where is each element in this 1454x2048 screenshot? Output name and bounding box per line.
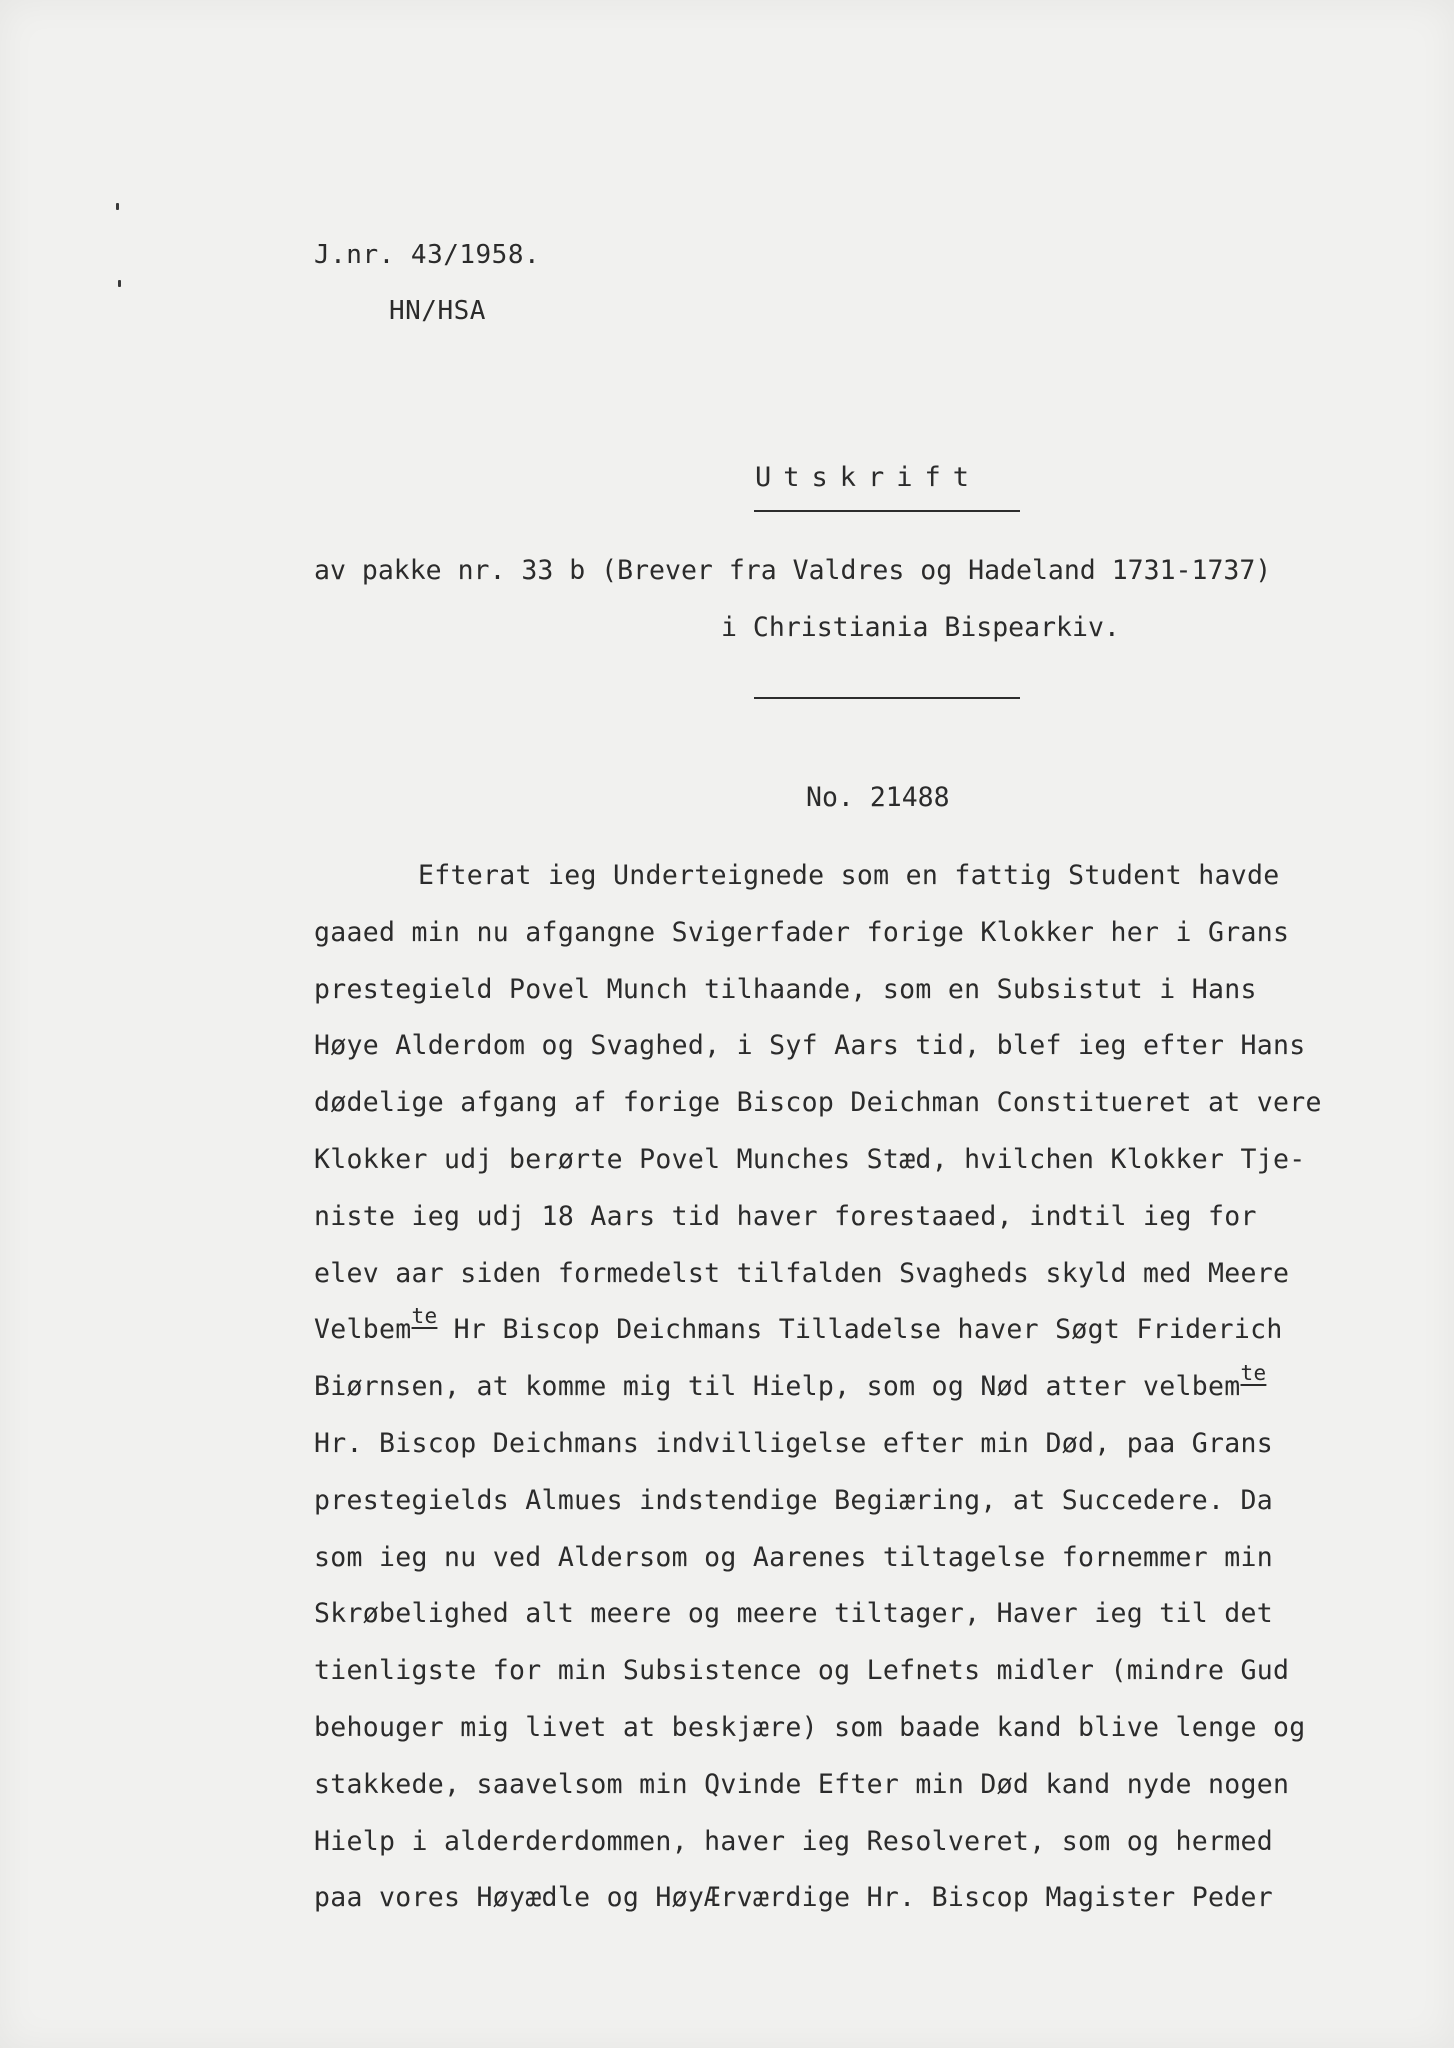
body-line: Skrøbelighed alt meere og meere tiltager, Haver ieg til det <box>314 1598 1274 1630</box>
subtitle-line-1: av pakke nr. 33 b (Brever fra Valdres og Hadeland 1731-1737) <box>314 555 1272 586</box>
margin-mark <box>118 280 121 287</box>
body-line: tienligste for min Subsistence og Lefnets midler (mindre Gud <box>314 1655 1290 1687</box>
body-line <box>314 1359 1414 1416</box>
superscript-abbreviation: te <box>1240 1361 1267 1386</box>
body-line: Klokker udj berørte Povel Munches Stæd, hvilchen Klokker Tje- <box>314 1143 1306 1175</box>
superscript-abbreviation: te <box>411 1304 438 1329</box>
subtitle-line-2: i Christiania Bispearkiv. <box>721 612 1120 643</box>
section-divider <box>754 697 1020 699</box>
body-text-fragment: Velbem <box>314 1314 412 1346</box>
letter-body <box>314 848 1414 1927</box>
body-line <box>314 1302 1414 1359</box>
initials: HN/HSA <box>389 296 486 326</box>
body-line: Hielp i alderderdommen, haver ieg Resolveret, som og hermed <box>314 1825 1274 1857</box>
document-number: No. 21488 <box>806 782 950 813</box>
body-text-fragment: Biørnsen, at komme mig til Hielp, som og Nød atter velbem <box>314 1371 1241 1403</box>
body-text-fragment: Hr Biscop Deichmans Tilladelse haver Søgt Friderich <box>437 1314 1283 1346</box>
body-line: Høye Alderdom og Svaghed, i Syf Aars tid, blef ieg efter Hans <box>314 1030 1306 1062</box>
body-line: elev aar siden formedelst tilfalden Svagheds skyld med Meere <box>314 1257 1290 1289</box>
body-line: niste ieg udj 18 Aars tid haver forestaaed, indtil ieg for <box>314 1200 1257 1232</box>
margin-mark <box>116 203 119 210</box>
body-line: som ieg nu ved Aldersom og Aarenes tiltagelse fornemmer min <box>314 1541 1274 1573</box>
title-underline <box>754 510 1020 512</box>
document-title: Utskrift <box>755 462 982 493</box>
body-line: prestegields Almues indstendige Begiæring, at Succedere. Da <box>314 1484 1274 1516</box>
body-line: paa vores Høyædle og HøyÆrværdige Hr. Biscop Magister Peder <box>314 1882 1274 1914</box>
body-line: gaaed min nu afgangne Svigerfader forige Klokker her i Grans <box>314 916 1290 948</box>
body-line: Hr. Biscop Deichmans indvilligelse efter min Død, paa Grans <box>314 1427 1274 1459</box>
body-line: dødelige afgang af forige Biscop Deichman Constitueret at vere <box>314 1087 1322 1119</box>
journal-number: J.nr. 43/1958. <box>314 240 541 270</box>
body-line: prestegield Povel Munch tilhaande, som en Subsistut i Hans <box>314 973 1257 1005</box>
body-line: stakkede, saavelsom min Qvinde Efter min Død kand nyde nogen <box>314 1768 1290 1800</box>
body-line: behouger mig livet at beskjære) som baade kand blive lenge og <box>314 1711 1306 1743</box>
body-line: Efterat ieg Underteignede som en fattig Student havde <box>418 860 1280 891</box>
